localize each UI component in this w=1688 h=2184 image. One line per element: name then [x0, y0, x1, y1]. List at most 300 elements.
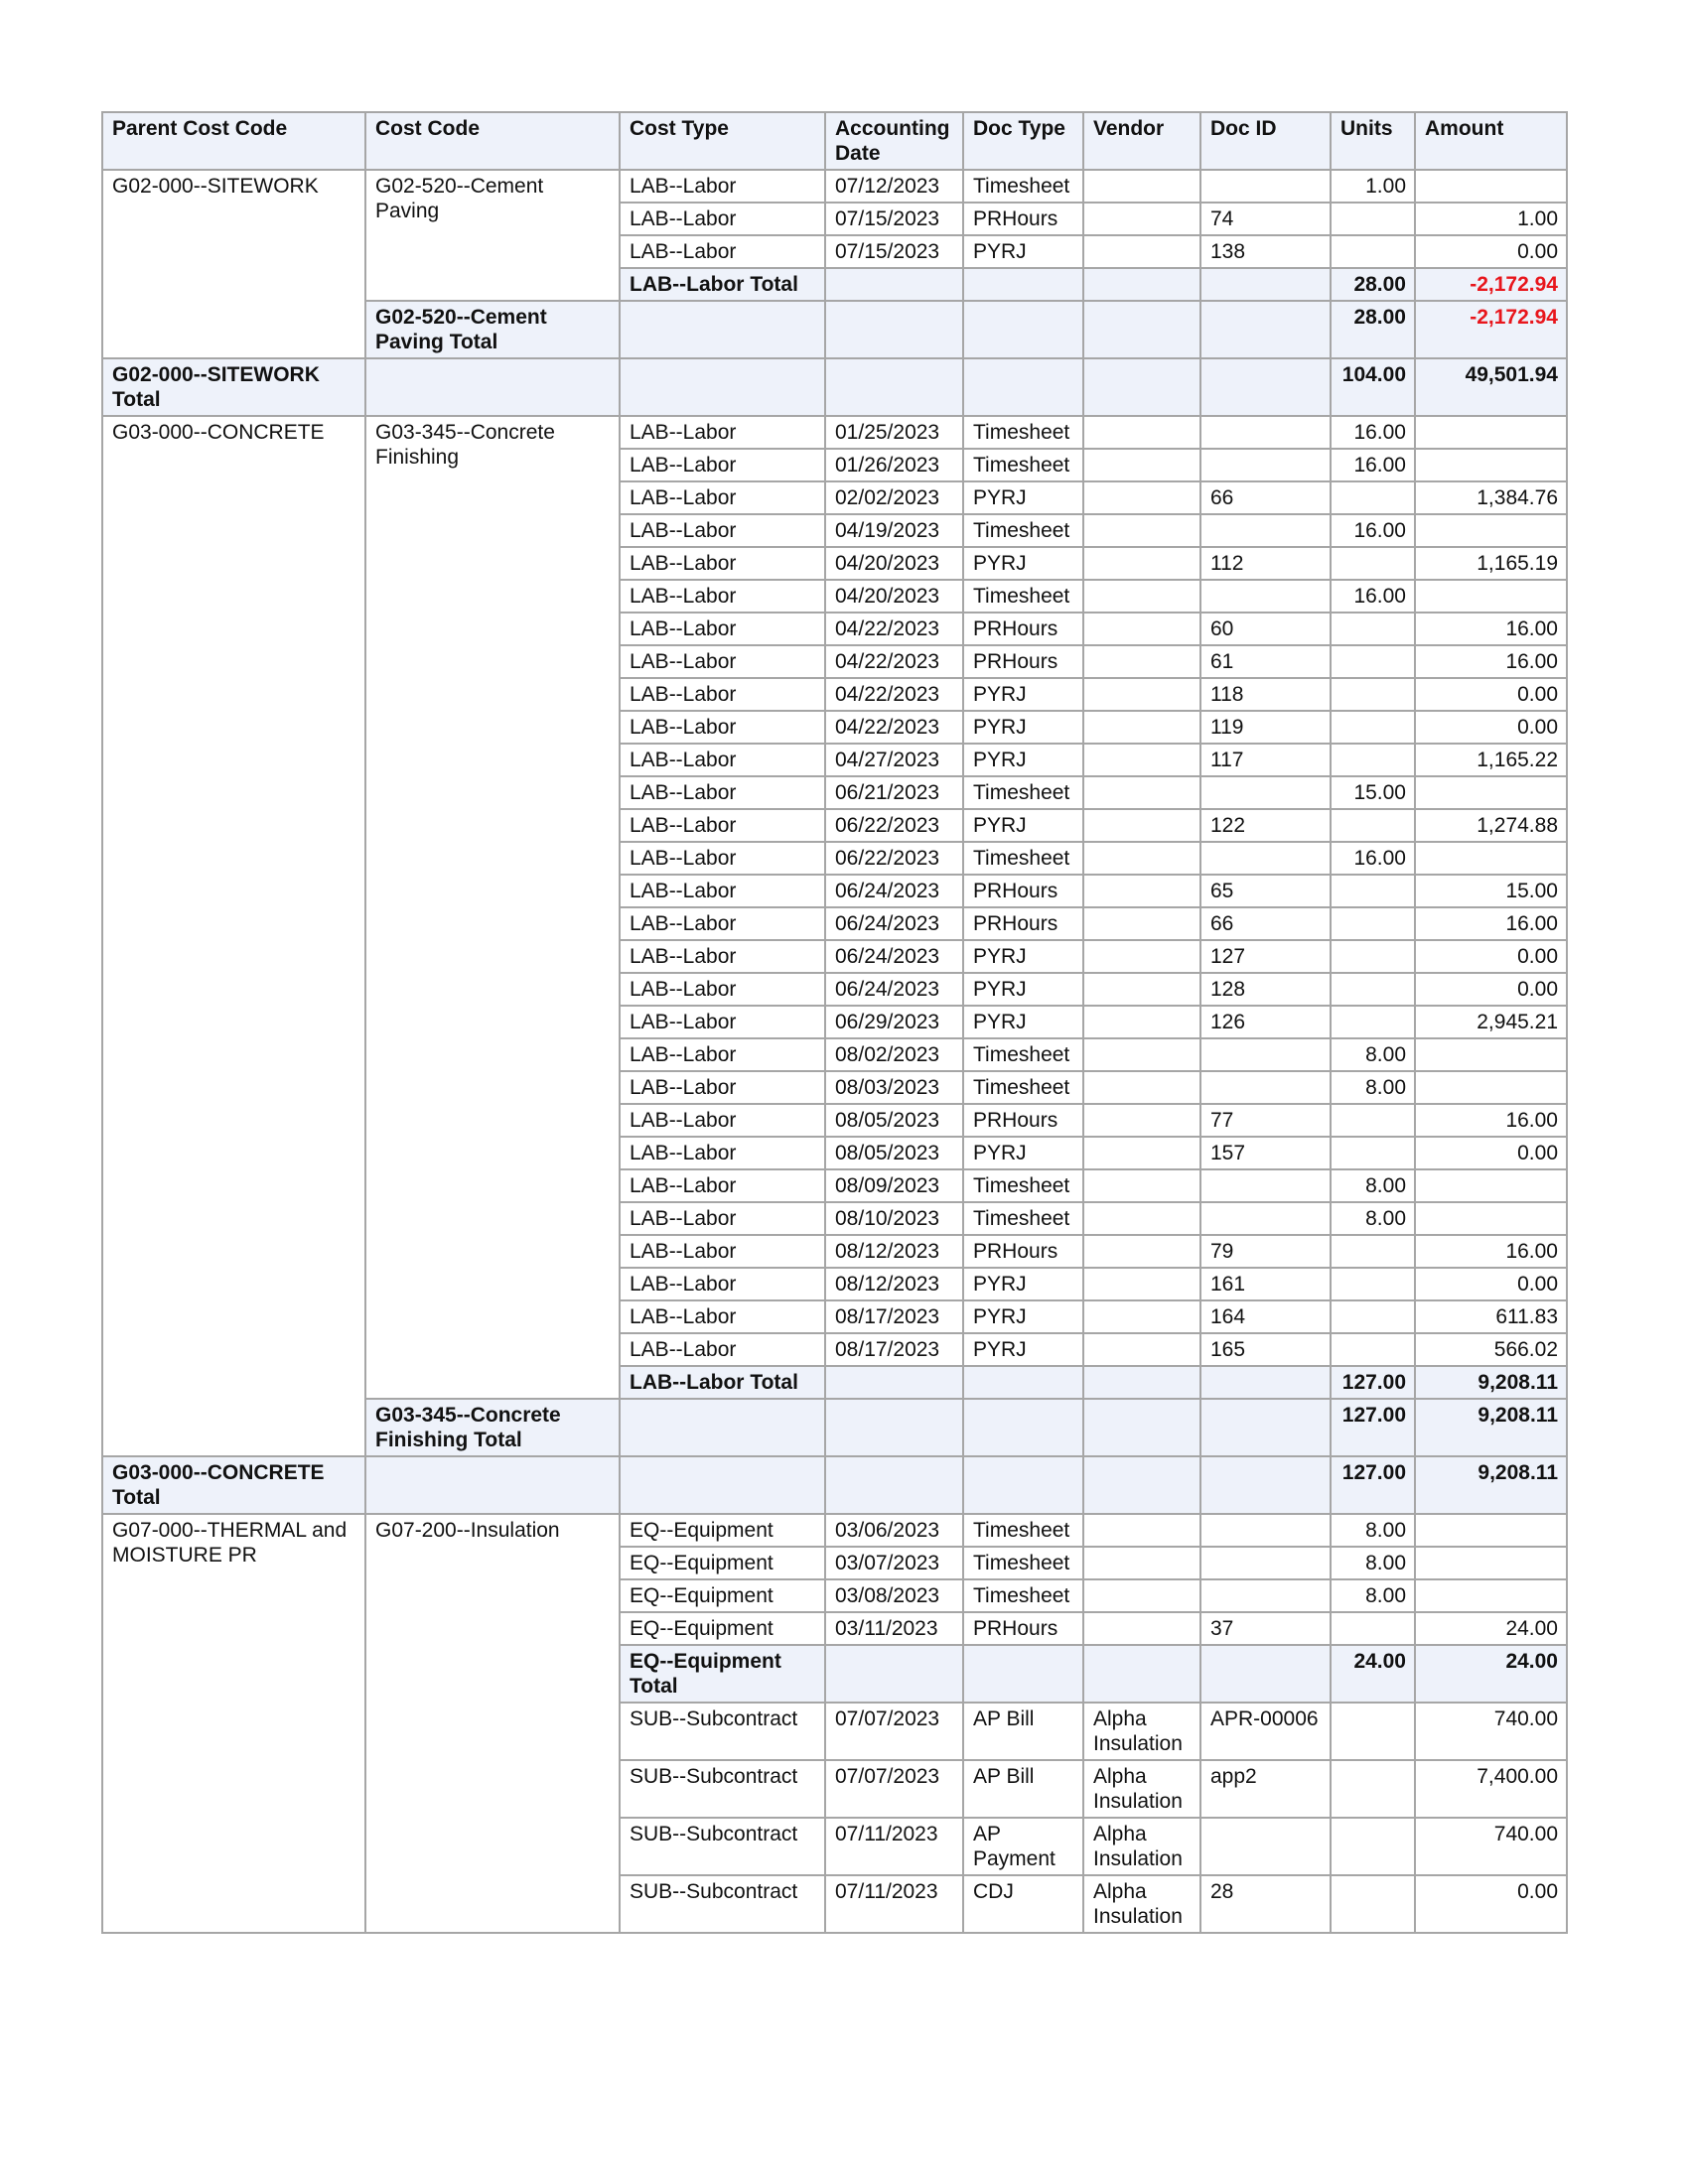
doc-type-cell: PRHours — [963, 613, 1083, 645]
doc-type-cell: PYRJ — [963, 744, 1083, 776]
amount-cell: 0.00 — [1415, 678, 1567, 711]
doc-id-cell: 138 — [1200, 235, 1331, 268]
doc-type-cell: PRHours — [963, 907, 1083, 940]
vendor-cell — [1083, 711, 1200, 744]
vendor-cell: Alpha Insulation — [1083, 1875, 1200, 1933]
vendor-cell — [1083, 1202, 1200, 1235]
empty-cell — [365, 1456, 620, 1514]
doc-type-cell: PRHours — [963, 645, 1083, 678]
vendor-cell — [1083, 809, 1200, 842]
amount-cell: 2,945.21 — [1415, 1006, 1567, 1038]
cost-report-table — [101, 111, 1568, 1934]
accounting-date-cell: 06/21/2023 — [825, 776, 963, 809]
amount-cell: 16.00 — [1415, 1235, 1567, 1268]
cost-type-cell: LAB--Labor — [620, 481, 825, 514]
empty-cell — [963, 1645, 1083, 1703]
vendor-cell — [1083, 514, 1200, 547]
cost-type-cell: LAB--Labor — [620, 842, 825, 875]
amount-cell — [1415, 1169, 1567, 1202]
amount-cell: 1,165.22 — [1415, 744, 1567, 776]
amount-cell: 0.00 — [1415, 1875, 1567, 1933]
doc-id-cell: 61 — [1200, 645, 1331, 678]
units-cell — [1331, 1875, 1415, 1933]
empty-cell — [1083, 1366, 1200, 1399]
vendor-cell — [1083, 1547, 1200, 1579]
amount-cell: 16.00 — [1415, 907, 1567, 940]
doc-type-cell: Timesheet — [963, 580, 1083, 613]
empty-cell — [825, 1399, 963, 1456]
cost-type-cell: LAB--Labor — [620, 678, 825, 711]
empty-cell — [1083, 1399, 1200, 1456]
amount-cell: 566.02 — [1415, 1333, 1567, 1366]
doc-id-cell: 65 — [1200, 875, 1331, 907]
accounting-date-cell: 04/20/2023 — [825, 580, 963, 613]
units-cell — [1331, 235, 1415, 268]
cost-type-cell: LAB--Labor — [620, 514, 825, 547]
cost-type-cell: LAB--Labor — [620, 1137, 825, 1169]
cost-type-cell: LAB--Labor — [620, 547, 825, 580]
total-units-cell: 28.00 — [1331, 268, 1415, 301]
doc-id-cell — [1200, 1514, 1331, 1547]
doc-id-cell: 77 — [1200, 1104, 1331, 1137]
units-cell — [1331, 1612, 1415, 1645]
units-cell: 8.00 — [1331, 1547, 1415, 1579]
empty-cell — [963, 301, 1083, 358]
doc-type-cell: CDJ — [963, 1875, 1083, 1933]
doc-type-cell: PYRJ — [963, 973, 1083, 1006]
accounting-date-cell: 08/12/2023 — [825, 1235, 963, 1268]
units-cell — [1331, 744, 1415, 776]
cost-type-cell: LAB--Labor — [620, 1202, 825, 1235]
units-cell — [1331, 711, 1415, 744]
amount-cell: 16.00 — [1415, 645, 1567, 678]
doc-type-cell: PRHours — [963, 203, 1083, 235]
units-cell — [1331, 1006, 1415, 1038]
vendor-cell — [1083, 1579, 1200, 1612]
vendor-cell — [1083, 1104, 1200, 1137]
accounting-date-cell: 03/08/2023 — [825, 1579, 963, 1612]
accounting-date-cell: 07/15/2023 — [825, 235, 963, 268]
doc-type-cell: AP Bill — [963, 1703, 1083, 1760]
empty-cell — [963, 1366, 1083, 1399]
empty-cell — [963, 358, 1083, 416]
units-cell — [1331, 645, 1415, 678]
header-parent-cost-code: Parent Cost Code — [102, 112, 365, 170]
doc-type-cell: Timesheet — [963, 1579, 1083, 1612]
doc-type-cell: PYRJ — [963, 678, 1083, 711]
empty-cell — [1083, 358, 1200, 416]
empty-cell — [1200, 1399, 1331, 1456]
vendor-cell — [1083, 170, 1200, 203]
empty-cell — [825, 1366, 963, 1399]
cost-type-cell: LAB--Labor — [620, 1300, 825, 1333]
vendor-cell — [1083, 973, 1200, 1006]
doc-id-cell — [1200, 1547, 1331, 1579]
parent-cost-code-cell: G07-000--THERMAL and MOISTURE PR — [102, 1514, 365, 1933]
empty-cell — [1200, 358, 1331, 416]
amount-cell: 24.00 — [1415, 1612, 1567, 1645]
amount-cell: 7,400.00 — [1415, 1760, 1567, 1818]
empty-cell — [365, 358, 620, 416]
cost-type-cell: LAB--Labor — [620, 1006, 825, 1038]
vendor-cell — [1083, 1514, 1200, 1547]
doc-type-cell: PRHours — [963, 875, 1083, 907]
vendor-cell — [1083, 744, 1200, 776]
cost-type-total-label: LAB--Labor Total — [620, 268, 825, 301]
cost-type-cell: LAB--Labor — [620, 940, 825, 973]
empty-cell — [825, 358, 963, 416]
table-row — [102, 1514, 1567, 1547]
vendor-cell — [1083, 1169, 1200, 1202]
vendor-cell — [1083, 1071, 1200, 1104]
cost-code-cell: G03-345--Concrete Finishing — [365, 416, 620, 1399]
amount-cell — [1415, 1579, 1567, 1612]
doc-id-cell — [1200, 170, 1331, 203]
cost-type-cell: LAB--Labor — [620, 1333, 825, 1366]
doc-id-cell: 66 — [1200, 907, 1331, 940]
doc-id-cell — [1200, 416, 1331, 449]
accounting-date-cell: 04/20/2023 — [825, 547, 963, 580]
empty-cell — [1083, 1645, 1200, 1703]
doc-id-cell: 126 — [1200, 1006, 1331, 1038]
doc-type-cell: Timesheet — [963, 1038, 1083, 1071]
amount-cell — [1415, 1038, 1567, 1071]
units-cell — [1331, 613, 1415, 645]
accounting-date-cell: 03/07/2023 — [825, 1547, 963, 1579]
cost-code-total-label: G02-520--Cement Paving Total — [365, 301, 620, 358]
units-cell — [1331, 1235, 1415, 1268]
accounting-date-cell: 08/02/2023 — [825, 1038, 963, 1071]
units-cell: 8.00 — [1331, 1038, 1415, 1071]
accounting-date-cell: 04/22/2023 — [825, 678, 963, 711]
cost-code-cell: G02-520--Cement Paving — [365, 170, 620, 301]
accounting-date-cell: 07/12/2023 — [825, 170, 963, 203]
doc-type-cell: PYRJ — [963, 1268, 1083, 1300]
empty-cell — [1200, 268, 1331, 301]
doc-type-cell: Timesheet — [963, 1514, 1083, 1547]
doc-type-cell: PYRJ — [963, 1137, 1083, 1169]
doc-id-cell — [1200, 1818, 1331, 1875]
accounting-date-cell: 08/12/2023 — [825, 1268, 963, 1300]
doc-type-cell: Timesheet — [963, 842, 1083, 875]
cost-type-cell: LAB--Labor — [620, 580, 825, 613]
units-cell — [1331, 1333, 1415, 1366]
header-amount: Amount — [1415, 112, 1567, 170]
cost-type-total-label: LAB--Labor Total — [620, 1366, 825, 1399]
units-cell: 16.00 — [1331, 842, 1415, 875]
accounting-date-cell: 04/22/2023 — [825, 613, 963, 645]
header-cost-code: Cost Code — [365, 112, 620, 170]
units-cell — [1331, 203, 1415, 235]
vendor-cell: Alpha Insulation — [1083, 1703, 1200, 1760]
amount-cell — [1415, 1547, 1567, 1579]
doc-id-cell: 164 — [1200, 1300, 1331, 1333]
total-units-cell: 127.00 — [1331, 1399, 1415, 1456]
accounting-date-cell: 08/17/2023 — [825, 1300, 963, 1333]
accounting-date-cell: 06/24/2023 — [825, 973, 963, 1006]
doc-type-cell: Timesheet — [963, 1169, 1083, 1202]
doc-id-cell — [1200, 1071, 1331, 1104]
header-doc-id: Doc ID — [1200, 112, 1331, 170]
cost-type-cell: LAB--Labor — [620, 645, 825, 678]
cost-type-cell: LAB--Labor — [620, 1104, 825, 1137]
accounting-date-cell: 02/02/2023 — [825, 481, 963, 514]
doc-type-cell: PRHours — [963, 1612, 1083, 1645]
cost-type-cell: LAB--Labor — [620, 1169, 825, 1202]
accounting-date-cell: 08/05/2023 — [825, 1137, 963, 1169]
doc-id-cell: 122 — [1200, 809, 1331, 842]
vendor-cell — [1083, 907, 1200, 940]
parent-cost-code-cell: G02-000--SITEWORK — [102, 170, 365, 358]
vendor-cell — [1083, 1006, 1200, 1038]
vendor-cell: Alpha Insulation — [1083, 1760, 1200, 1818]
empty-cell — [1200, 1456, 1331, 1514]
vendor-cell — [1083, 580, 1200, 613]
amount-cell: 0.00 — [1415, 1268, 1567, 1300]
vendor-cell — [1083, 613, 1200, 645]
doc-id-cell — [1200, 1169, 1331, 1202]
amount-cell: 611.83 — [1415, 1300, 1567, 1333]
units-cell: 16.00 — [1331, 514, 1415, 547]
cost-type-total-label: EQ--Equipment Total — [620, 1645, 825, 1703]
doc-id-cell: 161 — [1200, 1268, 1331, 1300]
doc-id-cell: APR-00006 — [1200, 1703, 1331, 1760]
cost-type-cell: LAB--Labor — [620, 1268, 825, 1300]
amount-cell — [1415, 1202, 1567, 1235]
cost-type-cell: LAB--Labor — [620, 613, 825, 645]
units-cell — [1331, 678, 1415, 711]
empty-cell — [1200, 1645, 1331, 1703]
amount-cell — [1415, 580, 1567, 613]
cost-type-cell: LAB--Labor — [620, 875, 825, 907]
doc-id-cell: 165 — [1200, 1333, 1331, 1366]
amount-cell — [1415, 449, 1567, 481]
vendor-cell — [1083, 1137, 1200, 1169]
doc-type-cell: Timesheet — [963, 449, 1083, 481]
cost-code-cell: G07-200--Insulation — [365, 1514, 620, 1933]
accounting-date-cell: 08/17/2023 — [825, 1333, 963, 1366]
empty-cell — [963, 1456, 1083, 1514]
doc-type-cell: Timesheet — [963, 514, 1083, 547]
total-units-cell: 104.00 — [1331, 358, 1415, 416]
doc-type-cell: PYRJ — [963, 235, 1083, 268]
cost-type-cell: LAB--Labor — [620, 776, 825, 809]
vendor-cell — [1083, 1038, 1200, 1071]
doc-id-cell — [1200, 776, 1331, 809]
cost-type-cell: LAB--Labor — [620, 1235, 825, 1268]
doc-id-cell — [1200, 514, 1331, 547]
amount-cell — [1415, 514, 1567, 547]
cost-type-cell: LAB--Labor — [620, 170, 825, 203]
total-amount-cell: -2,172.94 — [1415, 268, 1567, 301]
accounting-date-cell: 07/15/2023 — [825, 203, 963, 235]
amount-cell: 15.00 — [1415, 875, 1567, 907]
parent-cost-code-cell: G03-000--CONCRETE — [102, 416, 365, 1456]
vendor-cell — [1083, 203, 1200, 235]
doc-type-cell: Timesheet — [963, 1071, 1083, 1104]
amount-cell — [1415, 1071, 1567, 1104]
empty-cell — [825, 268, 963, 301]
doc-type-cell: PYRJ — [963, 1333, 1083, 1366]
vendor-cell — [1083, 776, 1200, 809]
report-body — [102, 170, 1567, 1933]
table-row — [102, 416, 1567, 449]
units-cell: 16.00 — [1331, 416, 1415, 449]
vendor-cell — [1083, 416, 1200, 449]
empty-cell — [825, 1645, 963, 1703]
doc-type-cell: Timesheet — [963, 776, 1083, 809]
cost-type-cell: EQ--Equipment — [620, 1579, 825, 1612]
vendor-cell — [1083, 1612, 1200, 1645]
empty-cell — [825, 301, 963, 358]
doc-type-cell: PYRJ — [963, 940, 1083, 973]
accounting-date-cell: 03/06/2023 — [825, 1514, 963, 1547]
empty-cell — [1200, 301, 1331, 358]
doc-id-cell — [1200, 842, 1331, 875]
doc-type-cell: PYRJ — [963, 809, 1083, 842]
cost-type-cell: EQ--Equipment — [620, 1547, 825, 1579]
cost-type-cell: LAB--Labor — [620, 203, 825, 235]
units-cell — [1331, 940, 1415, 973]
doc-id-cell: 37 — [1200, 1612, 1331, 1645]
units-cell: 1.00 — [1331, 170, 1415, 203]
doc-id-cell: 118 — [1200, 678, 1331, 711]
amount-cell: 740.00 — [1415, 1703, 1567, 1760]
units-cell — [1331, 481, 1415, 514]
amount-cell: 0.00 — [1415, 940, 1567, 973]
doc-type-cell: PRHours — [963, 1235, 1083, 1268]
cost-type-cell: LAB--Labor — [620, 1071, 825, 1104]
total-amount-cell: -2,172.94 — [1415, 301, 1567, 358]
vendor-cell — [1083, 1268, 1200, 1300]
doc-id-cell: 66 — [1200, 481, 1331, 514]
units-cell — [1331, 973, 1415, 1006]
empty-cell — [620, 1399, 825, 1456]
accounting-date-cell: 04/22/2023 — [825, 645, 963, 678]
cost-type-cell: SUB--Subcontract — [620, 1818, 825, 1875]
doc-type-cell: Timesheet — [963, 1547, 1083, 1579]
parent-total-row — [102, 358, 1567, 416]
units-cell: 8.00 — [1331, 1071, 1415, 1104]
doc-type-cell: PYRJ — [963, 711, 1083, 744]
units-cell: 8.00 — [1331, 1514, 1415, 1547]
units-cell: 8.00 — [1331, 1202, 1415, 1235]
doc-id-cell: 128 — [1200, 973, 1331, 1006]
doc-id-cell — [1200, 1202, 1331, 1235]
units-cell — [1331, 1703, 1415, 1760]
total-units-cell: 127.00 — [1331, 1456, 1415, 1514]
amount-cell: 0.00 — [1415, 1137, 1567, 1169]
vendor-cell — [1083, 235, 1200, 268]
doc-id-cell: 119 — [1200, 711, 1331, 744]
units-cell: 16.00 — [1331, 580, 1415, 613]
vendor-cell — [1083, 875, 1200, 907]
cost-type-cell: LAB--Labor — [620, 449, 825, 481]
units-cell: 15.00 — [1331, 776, 1415, 809]
units-cell: 16.00 — [1331, 449, 1415, 481]
doc-id-cell — [1200, 580, 1331, 613]
accounting-date-cell: 08/03/2023 — [825, 1071, 963, 1104]
accounting-date-cell: 07/11/2023 — [825, 1875, 963, 1933]
doc-id-cell: 74 — [1200, 203, 1331, 235]
doc-type-cell: Timesheet — [963, 170, 1083, 203]
total-units-cell: 24.00 — [1331, 1645, 1415, 1703]
vendor-cell — [1083, 547, 1200, 580]
vendor-cell — [1083, 449, 1200, 481]
accounting-date-cell: 07/07/2023 — [825, 1760, 963, 1818]
cost-code-total-label: G03-345--Concrete Finishing Total — [365, 1399, 620, 1456]
accounting-date-cell: 04/19/2023 — [825, 514, 963, 547]
doc-type-cell: Timesheet — [963, 1202, 1083, 1235]
accounting-date-cell: 06/24/2023 — [825, 907, 963, 940]
cost-type-cell: LAB--Labor — [620, 1038, 825, 1071]
vendor-cell — [1083, 1333, 1200, 1366]
empty-cell — [1083, 301, 1200, 358]
units-cell: 8.00 — [1331, 1169, 1415, 1202]
doc-id-cell: 112 — [1200, 547, 1331, 580]
units-cell — [1331, 1818, 1415, 1875]
vendor-cell — [1083, 481, 1200, 514]
parent-total-row — [102, 1456, 1567, 1514]
vendor-cell — [1083, 678, 1200, 711]
units-cell — [1331, 809, 1415, 842]
vendor-cell — [1083, 645, 1200, 678]
vendor-cell: Alpha Insulation — [1083, 1818, 1200, 1875]
accounting-date-cell: 06/22/2023 — [825, 842, 963, 875]
amount-cell: 1,165.19 — [1415, 547, 1567, 580]
total-units-cell: 127.00 — [1331, 1366, 1415, 1399]
accounting-date-cell: 03/11/2023 — [825, 1612, 963, 1645]
total-amount-cell: 9,208.11 — [1415, 1366, 1567, 1399]
units-cell — [1331, 907, 1415, 940]
accounting-date-cell: 07/11/2023 — [825, 1818, 963, 1875]
empty-cell — [620, 1456, 825, 1514]
amount-cell: 16.00 — [1415, 1104, 1567, 1137]
accounting-date-cell: 04/22/2023 — [825, 711, 963, 744]
total-units-cell: 28.00 — [1331, 301, 1415, 358]
doc-type-cell: PYRJ — [963, 481, 1083, 514]
header-cost-type: Cost Type — [620, 112, 825, 170]
header-doc-type: Doc Type — [963, 112, 1083, 170]
units-cell — [1331, 1137, 1415, 1169]
cost-type-cell: EQ--Equipment — [620, 1514, 825, 1547]
cost-type-cell: LAB--Labor — [620, 809, 825, 842]
doc-id-cell: 60 — [1200, 613, 1331, 645]
units-cell — [1331, 1300, 1415, 1333]
accounting-date-cell: 08/10/2023 — [825, 1202, 963, 1235]
amount-cell: 16.00 — [1415, 613, 1567, 645]
units-cell — [1331, 1760, 1415, 1818]
amount-cell — [1415, 170, 1567, 203]
accounting-date-cell: 08/09/2023 — [825, 1169, 963, 1202]
cost-type-cell: LAB--Labor — [620, 973, 825, 1006]
cost-type-cell: EQ--Equipment — [620, 1612, 825, 1645]
header-vendor: Vendor — [1083, 112, 1200, 170]
doc-id-cell — [1200, 1038, 1331, 1071]
cost-type-cell: LAB--Labor — [620, 416, 825, 449]
units-cell: 8.00 — [1331, 1579, 1415, 1612]
units-cell — [1331, 875, 1415, 907]
total-amount-cell: 9,208.11 — [1415, 1399, 1567, 1456]
empty-cell — [1200, 1366, 1331, 1399]
amount-cell: 740.00 — [1415, 1818, 1567, 1875]
empty-cell — [963, 268, 1083, 301]
accounting-date-cell: 06/24/2023 — [825, 940, 963, 973]
vendor-cell — [1083, 940, 1200, 973]
accounting-date-cell: 06/29/2023 — [825, 1006, 963, 1038]
empty-cell — [620, 301, 825, 358]
doc-type-cell: PYRJ — [963, 1006, 1083, 1038]
